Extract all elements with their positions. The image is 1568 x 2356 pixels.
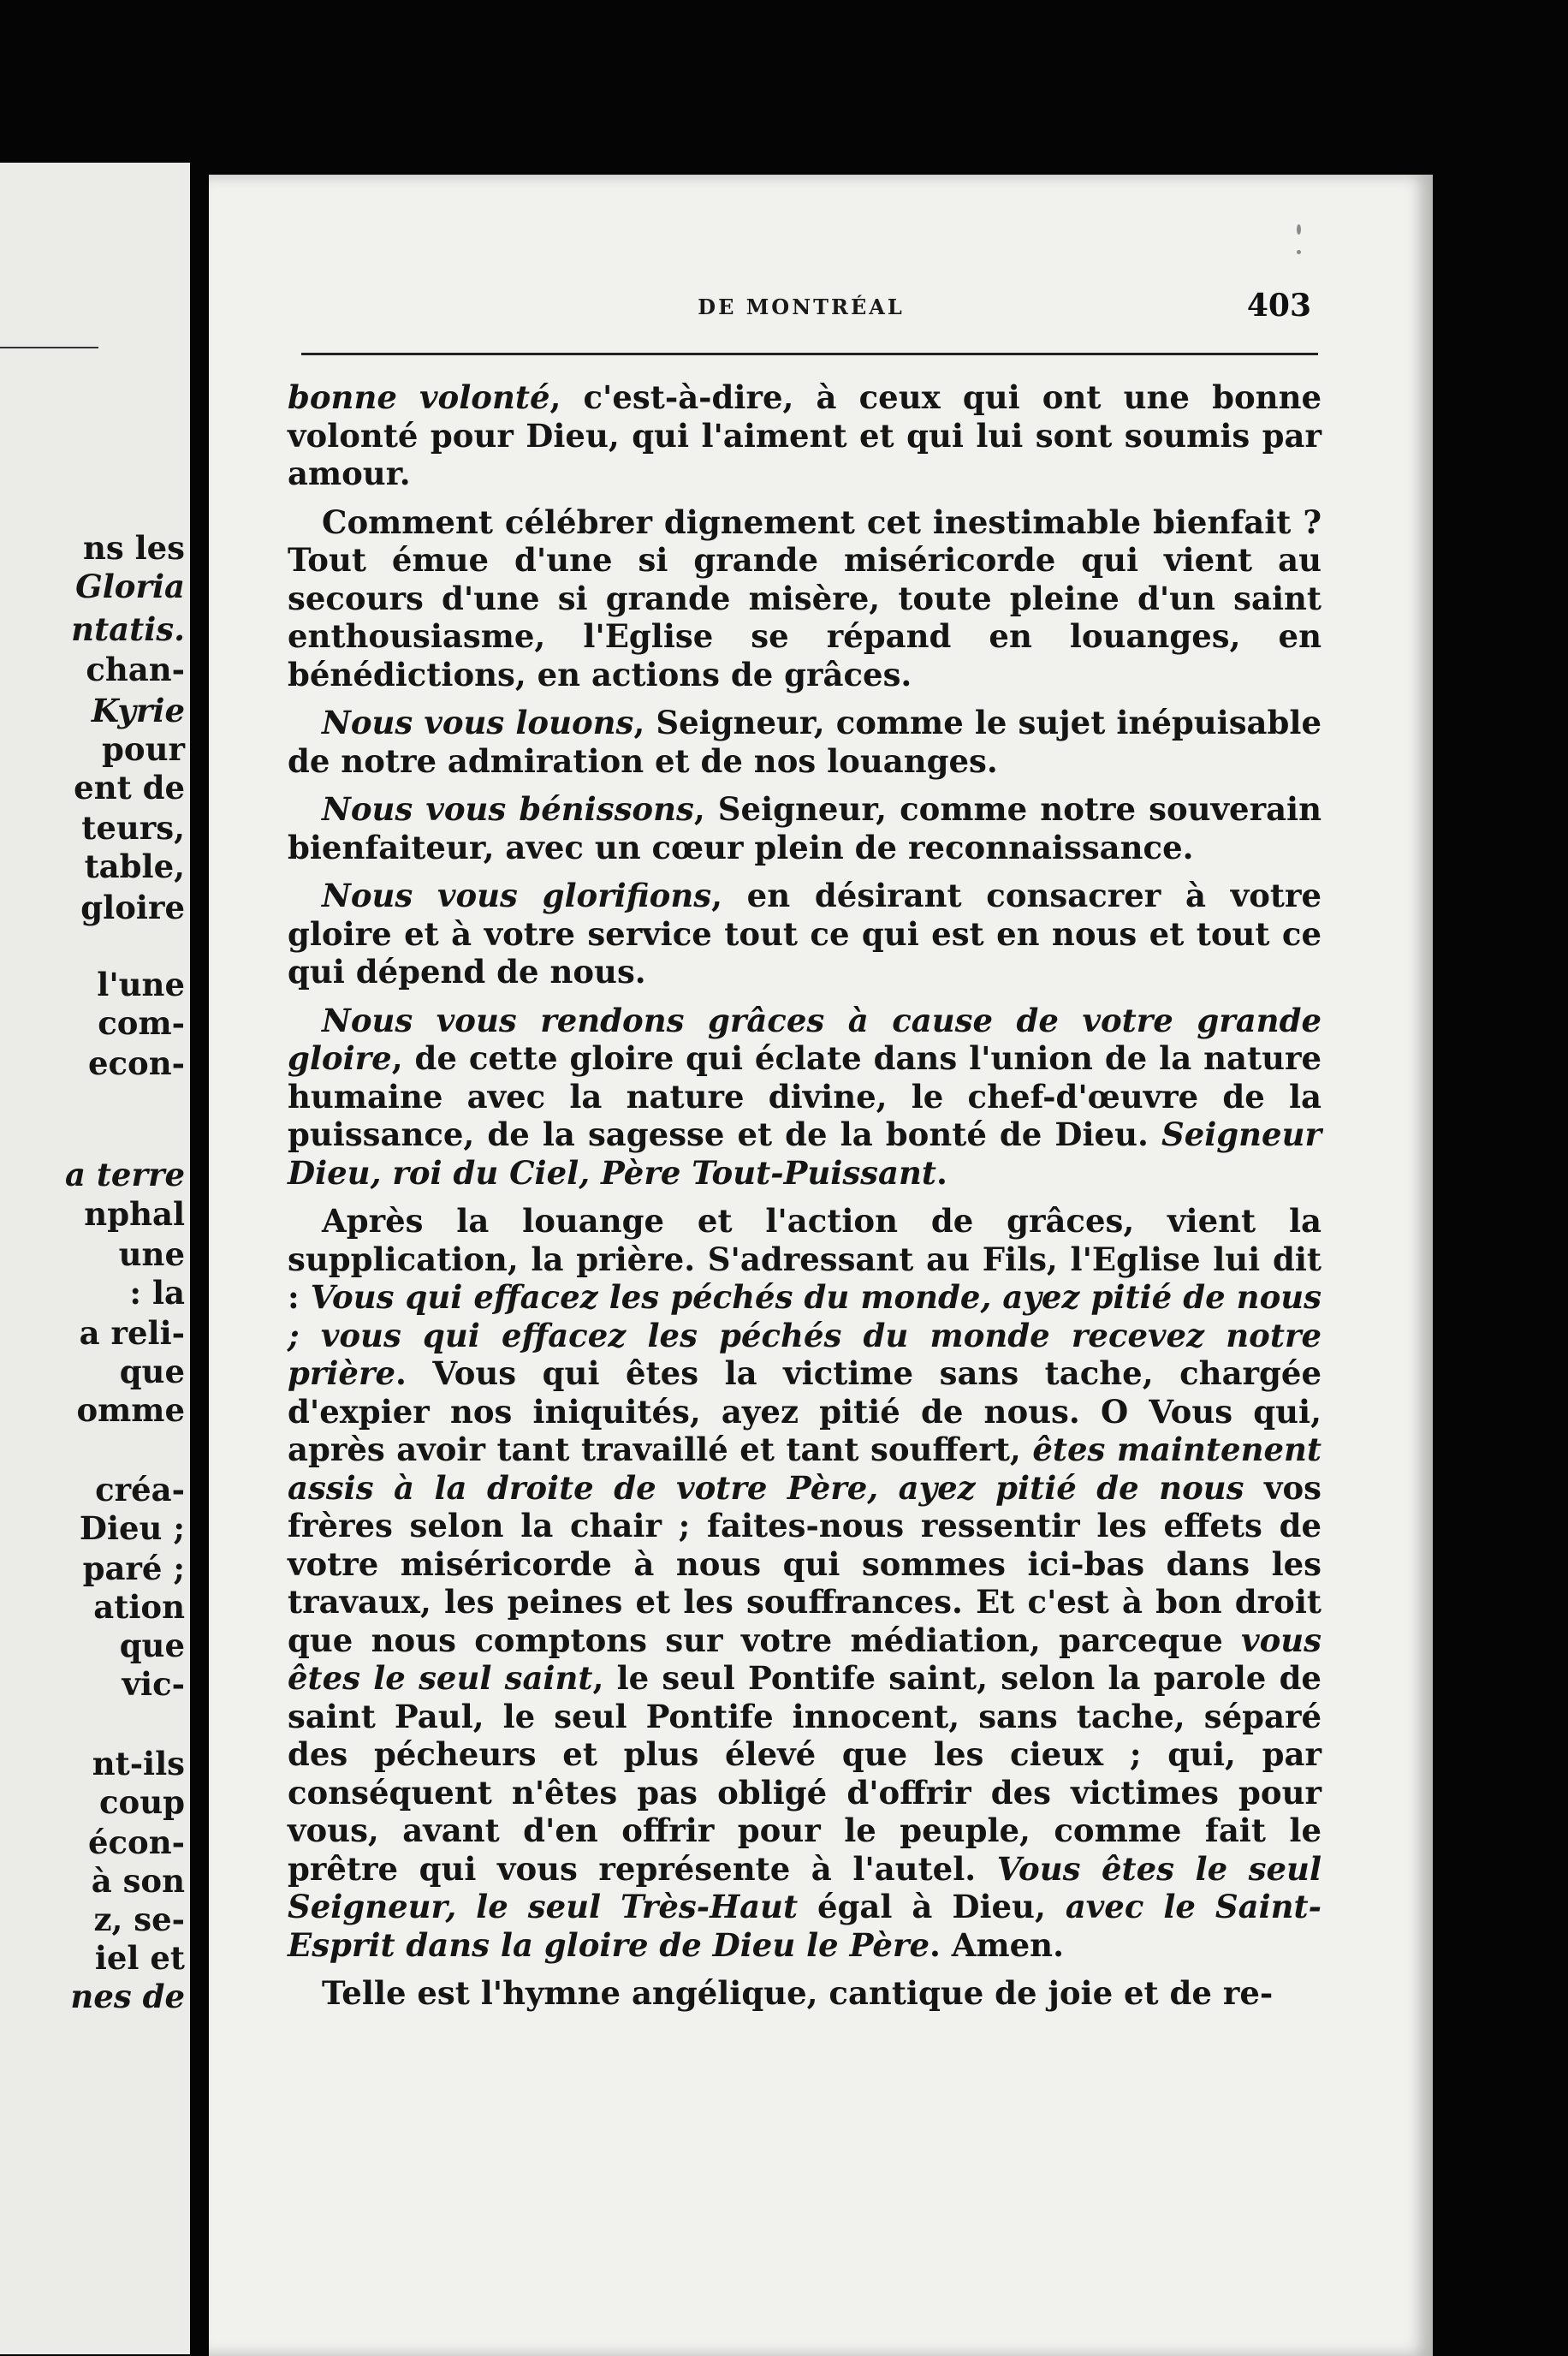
italic-text: Nous vous rendons grâces à cause de votre grande gloire bbox=[288, 1001, 1322, 1077]
previous-page-line: chan- bbox=[86, 651, 185, 688]
paragraph bbox=[288, 877, 1322, 991]
previous-page-line: pour bbox=[102, 730, 185, 768]
italic-text: Vous qui effacez les péchés du monde, ayez pitié de nous ; vous qui effacez les péchés du monde recevez notre prière bbox=[288, 1278, 1322, 1392]
previous-page-line: ns les bbox=[82, 529, 185, 567]
text-run: , de cette gloire qui éclate dans l'union de la nature humaine avec la nature divine, le chef-d'œuvre de la puissance, de la sagesse et de la bonté de Dieu. bbox=[288, 1039, 1322, 1153]
paragraph bbox=[288, 1974, 1322, 2013]
italic-text: avec le Saint-Esprit dans la gloire de Dieu le Père bbox=[288, 1888, 1322, 1964]
paragraph bbox=[288, 378, 1322, 493]
previous-page-line: com- bbox=[98, 1004, 185, 1042]
previous-page-line: nt-ils bbox=[92, 1745, 185, 1782]
running-head: DE MONTRÉAL bbox=[698, 294, 905, 319]
previous-page-rule bbox=[0, 347, 98, 348]
previous-page-line: coup bbox=[99, 1783, 185, 1821]
italic-text: Nous vous bénissons bbox=[322, 790, 694, 828]
previous-page-line: a reli- bbox=[79, 1314, 185, 1352]
text-run: , Seigneur, comme notre souverain bienfaiteur, avec un cœur plein de reconnaissance. bbox=[288, 790, 1322, 866]
previous-page-line: que bbox=[119, 1627, 185, 1664]
previous-page-line: teurs, bbox=[81, 809, 185, 847]
previous-page-line: table, bbox=[84, 848, 185, 885]
text-run: Telle est l'hymne angélique, cantique de joie et de re- bbox=[322, 1974, 1274, 2012]
previous-page-line: ntatis. bbox=[71, 610, 185, 648]
text-run: . Vous qui êtes la victime sans tache, chargée d'expier nos iniquités, ayez pitié de nous. O Vous qui, après avoir tant travaillé et tant souffert, bbox=[288, 1354, 1322, 1468]
previous-page-line: gloire bbox=[80, 889, 185, 926]
paragraph bbox=[288, 1202, 1322, 1964]
italic-text: êtes maintenent assis à la droite de votre Père, ayez pitié de nous bbox=[288, 1431, 1322, 1507]
previous-page-line: econ- bbox=[87, 1044, 185, 1082]
text-run: , c'est-à-dire, à ceux qui ont une bonne volonté pour Dieu, qui l'aiment et qui lui sont soumis par amour. bbox=[288, 378, 1322, 492]
text-run: , le seul Pontife saint, selon la parole de saint Paul, le seul Pontife innocent, sans tache, séparé des pécheurs et plus élevé que les cieux ; qui, par conséquent n'êtes pas obligé d'offrir des victimes pour vous, avant d'en offrir pour le peuple, comme fait le prêtre qui vous représente à l'autel. bbox=[288, 1659, 1322, 1888]
header-rule bbox=[301, 353, 1318, 355]
previous-page-line: Kyrie bbox=[91, 692, 185, 729]
previous-page-line: écon- bbox=[87, 1824, 185, 1861]
previous-page-line: ation bbox=[93, 1588, 185, 1626]
previous-page-line: nes de bbox=[70, 1978, 185, 2015]
paragraph bbox=[288, 704, 1322, 780]
text-run: égal à Dieu, bbox=[798, 1888, 1066, 1925]
previous-page-line: ent de bbox=[74, 769, 185, 806]
page-header bbox=[291, 286, 1311, 329]
previous-page-line: une bbox=[118, 1235, 185, 1273]
italic-text: Nous vous glorifions bbox=[322, 877, 712, 914]
italic-text: Seigneur Dieu, roi du Ciel, Père Tout-Puissant bbox=[288, 1116, 1322, 1192]
previous-page-line: l'une bbox=[97, 966, 185, 1003]
previous-page-line: Gloria bbox=[75, 568, 185, 605]
text-run: Après la louange et l'action de grâces, vient la supplication, la prière. S'adressant au Fils, l'Eglise lui dit : bbox=[288, 1202, 1322, 1316]
previous-page-line: z, se- bbox=[93, 1901, 185, 1938]
speck bbox=[1297, 224, 1301, 235]
book-page bbox=[209, 175, 1433, 2356]
previous-page-line: créa- bbox=[95, 1471, 185, 1508]
text-run: . bbox=[935, 1153, 947, 1192]
paragraph bbox=[288, 790, 1322, 866]
previous-page-line: que bbox=[119, 1353, 185, 1390]
text-run: Comment célébrer dignement cet inestimable bienfait ? Tout émue d'une si grande miséricorde qui vient au secours d'une si grande misère, toute pleine d'un saint enthousiasme, l'Eglise se répand en louanges, en bénédictions, en actions de grâces. bbox=[288, 503, 1322, 693]
previous-page-line: à son bbox=[91, 1862, 185, 1900]
italic-text: Vous êtes le seul Seigneur, le seul Très-Haut bbox=[288, 1849, 1322, 1925]
page-number: 403 bbox=[1246, 288, 1311, 324]
text-run: , en désirant consacrer à votre gloire et à votre service tout ce qui est en nous et tout ce qui dépend de nous. bbox=[288, 877, 1322, 991]
text-run: . Amen. bbox=[930, 1925, 1064, 1964]
previous-page-line: a terre bbox=[64, 1156, 185, 1193]
paragraph bbox=[288, 503, 1322, 694]
previous-page-line: iel et bbox=[94, 1939, 185, 1977]
italic-text: vous êtes le seul saint bbox=[288, 1621, 1322, 1697]
previous-page-line: Dieu ; bbox=[79, 1509, 185, 1547]
paragraph bbox=[288, 1002, 1322, 1193]
previous-page-line: vic- bbox=[122, 1665, 185, 1703]
italic-text: bonne volonté bbox=[288, 378, 550, 416]
previous-page-line: paré ; bbox=[82, 1550, 185, 1587]
page-body bbox=[288, 378, 1322, 2023]
previous-page-line: nphal bbox=[84, 1195, 185, 1233]
italic-text: Nous vous louons bbox=[322, 704, 634, 741]
previous-page-fragment bbox=[0, 163, 190, 2354]
previous-page-line: : la bbox=[129, 1274, 185, 1312]
speck bbox=[1297, 250, 1301, 254]
text-run: vos frères selon la chair ; faites-nous ressentir les effets de votre miséricorde à nous qui sommes ici-bas dans les travaux, les peines et les souffrances. Et c'est à bon droit que nous comptons sur votre médiation, parceque bbox=[288, 1468, 1322, 1659]
text-run: , Seigneur, comme le sujet inépuisable de notre admiration et de nos louanges. bbox=[288, 704, 1322, 780]
previous-page-line: omme bbox=[76, 1391, 185, 1429]
